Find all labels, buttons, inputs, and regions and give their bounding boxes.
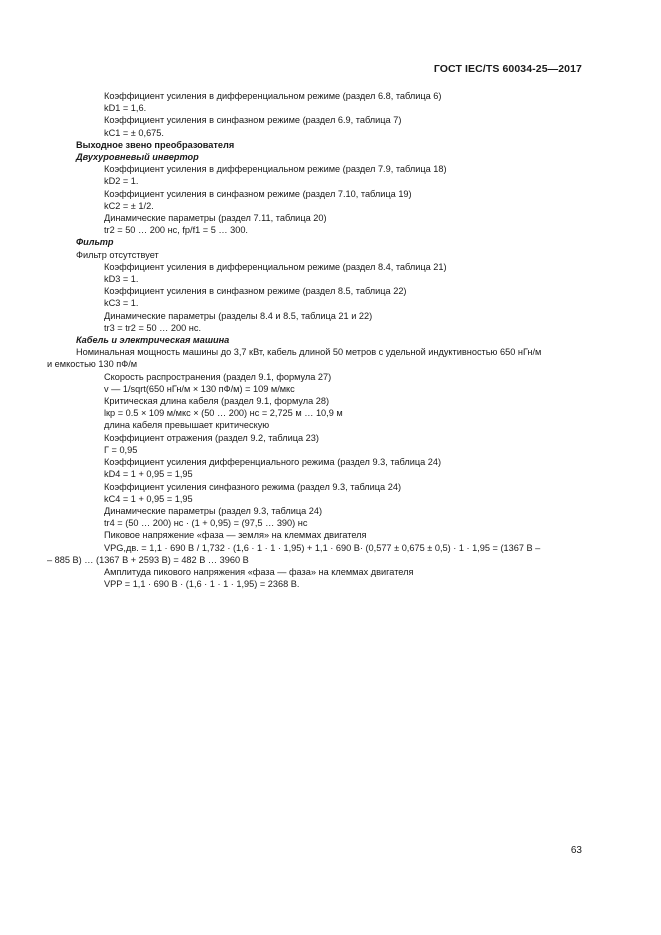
text-line: Номинальная мощность машины до 3,7 кВт, кабель длиной 50 метров с удельной индуктивностью 650 нГн/м xyxy=(76,347,542,358)
text-line: kC4 = 1 + 0,95 = 1,95 xyxy=(104,493,193,504)
text-line: Коэффициент усиления в синфазном режиме (раздел 6.9, таблица 7) xyxy=(104,115,402,126)
text-line: lкр = 0.5 × 109 м/мкс × (50 … 200) нс = 2,725 м … 10,9 м xyxy=(104,408,343,419)
text-line: kD1 = 1,6. xyxy=(104,103,147,114)
text-line: Коэффициент отражения (раздел 9.2, таблица 23) xyxy=(104,432,319,443)
text-line: Г = 0,95 xyxy=(104,444,138,455)
text-line: Коэффициент усиления в дифференциальном режиме (раздел 6.8, таблица 6) xyxy=(104,91,442,101)
text-line: kC3 = 1. xyxy=(104,298,139,309)
text-line: Скорость распространения (раздел 9.1, формула 27) xyxy=(104,371,332,382)
text-line: kC1 = ± 0,675. xyxy=(104,127,164,138)
text-line: длина кабеля превышает критическую xyxy=(104,420,270,431)
text-line: Фильтр xyxy=(76,237,114,248)
text-line: v — 1/sqrt(650 нГн/м × 130 пФ/м) = 109 м/мкс xyxy=(104,383,295,394)
text-line: Коэффициент усиления синфазного режима (раздел 9.3, таблица 24) xyxy=(104,481,402,492)
text-line: Критическая длина кабеля (раздел 9.1, формула 28) xyxy=(104,396,330,407)
page-body xyxy=(47,90,587,590)
text-line: – 885 В) … (1367 В + 2593 В) = 482 В … 3960 В xyxy=(47,554,249,565)
text-line: tr4 = (50 … 200) нс · (1 + 0,95) = (97,5 … 390) нс xyxy=(104,518,308,529)
text-line: Выходное звено преобразователя xyxy=(76,139,235,150)
text-line: Динамические параметры (раздел 7.11, таблица 20) xyxy=(104,213,327,224)
text-line: Пиковое напряжение «фаза — земля» на клеммах двигателя xyxy=(104,530,367,541)
text-line: Фильтр отсутствует xyxy=(76,249,159,260)
text-line: Динамические параметры (разделы 8.4 и 8.5, таблица 21 и 22) xyxy=(104,310,373,321)
page-header: ГОСТ IEC/TS 60034-25—2017 xyxy=(433,63,582,75)
text-line: kD3 = 1. xyxy=(104,274,139,285)
text-line: VPG,дв. = 1,1 · 690 В / 1,732 · (1,6 · 1 · 1 · 1,95) + 1,1 · 690 В· (0,577 ± 0,675 ± 0,5) · 1 · 1,95 = (1367 В – xyxy=(104,542,541,553)
text-line: Двухуровневый инвертор xyxy=(76,152,199,163)
text-line: Коэффициент усиления дифференциального режима (раздел 9.3, таблица 24) xyxy=(104,457,442,468)
text-line: и емкостью 130 пФ/м xyxy=(47,359,138,370)
text-line: Коэффициент усиления в синфазном режиме (раздел 8.5, таблица 22) xyxy=(104,286,407,297)
text-line: kD2 = 1. xyxy=(104,176,139,187)
page-number: 63 xyxy=(570,845,582,856)
text-line: kD4 = 1 + 0,95 = 1,95 xyxy=(104,469,193,480)
text-line: Коэффициент усиления в синфазном режиме (раздел 7.10, таблица 19) xyxy=(104,188,412,199)
text-line: Амплитуда пикового напряжения «фаза — фаза» на клеммах двигателя xyxy=(104,566,414,577)
text-line: tr3 = tr2 = 50 … 200 нс. xyxy=(104,322,201,333)
text-line: Коэффициент усиления в дифференциальном режиме (раздел 8.4, таблица 21) xyxy=(104,261,447,272)
text-line: Кабель и электрическая машина xyxy=(76,335,230,346)
text-line: VPP = 1,1 · 690 В · (1,6 · 1 · 1 · 1,95) = 2368 В. xyxy=(104,579,300,590)
text-line: kC2 = ± 1/2. xyxy=(104,200,154,211)
text-line: Динамические параметры (раздел 9.3, таблица 24) xyxy=(104,505,323,516)
text-line: tr2 = 50 … 200 нс, fp/f1 = 5 … 300. xyxy=(104,225,248,236)
text-line: Коэффициент усиления в дифференциальном режиме (раздел 7.9, таблица 18) xyxy=(104,164,447,175)
